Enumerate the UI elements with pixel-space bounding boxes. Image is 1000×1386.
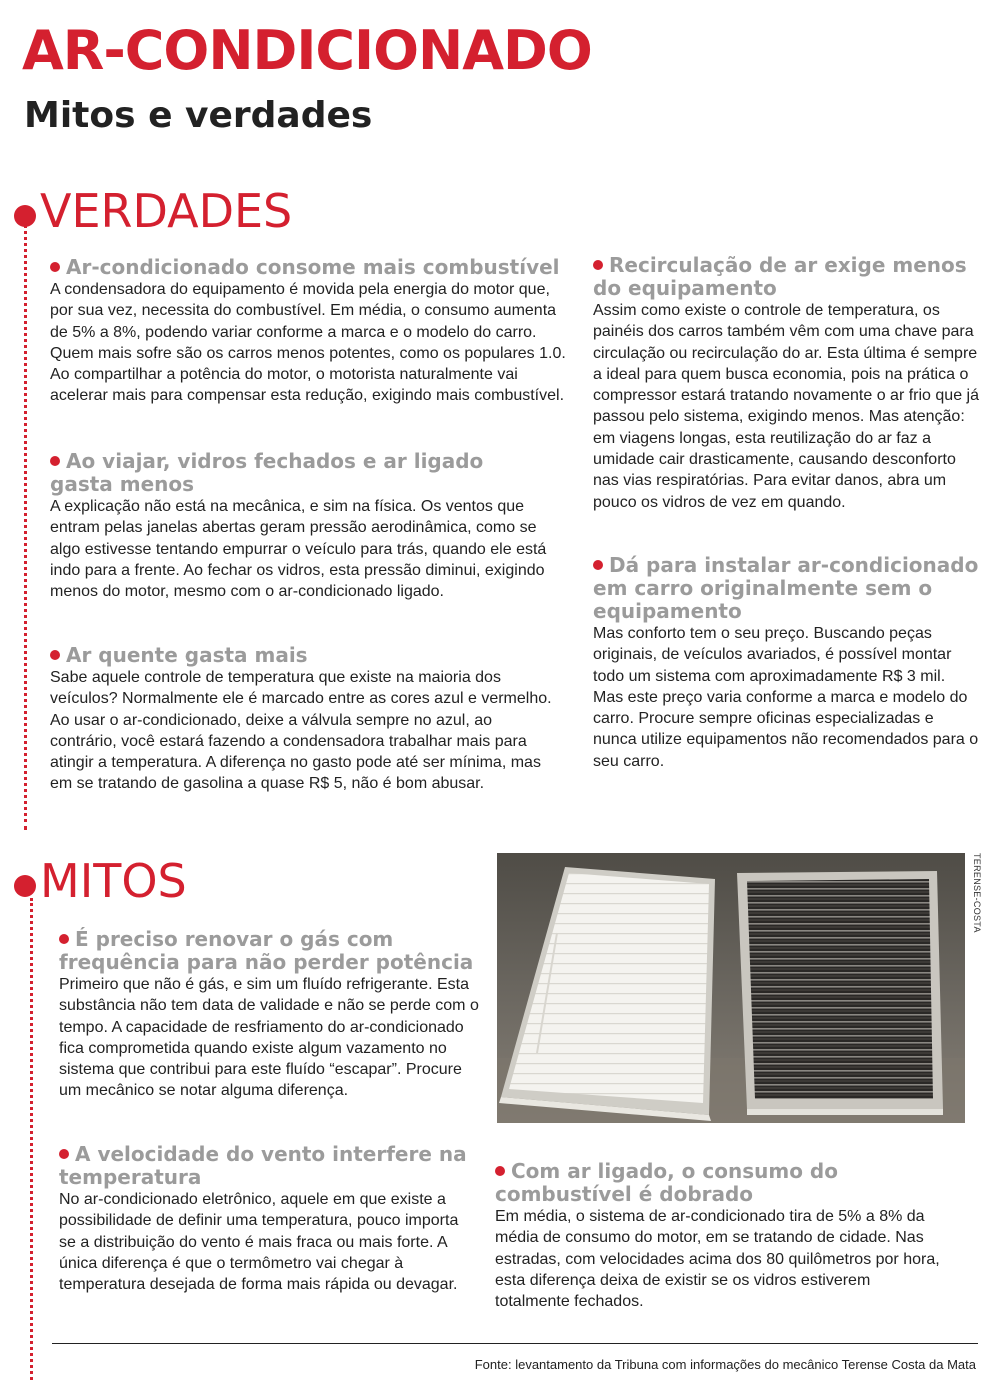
- article-body: Mas conforto tem o seu preço. Buscando peças originais, de veículos avariados, é possível montar todo um sistema com aproximadamente R$ 3 mil. Mas este preço varia conforme a marca e modelo do carro. Procure sempre oficinas especializadas e nunca utilize equipamentos não recomendados para o seu carro.: [593, 625, 979, 770]
- bullet-icon: [50, 650, 60, 660]
- article-body: Em média, o sistema de ar-condicionado tira de 5% a 8% da média de consumo do motor, em se tratando de cidade. Nas estradas, com velocidades acima dos 80 quilômetros por hora, esta diferença deixa de existir se os vidros estiverem totalmente fechados.: [495, 1208, 940, 1311]
- article-verdade-1: [50, 256, 570, 407]
- article-title: É preciso renovar o gás com frequência para não perder potência: [59, 927, 474, 974]
- article-verdade-4: [593, 254, 979, 513]
- photo-credit: TERENSE-COSTA: [972, 853, 982, 933]
- article-body: Primeiro que não é gás, e sim um fluído refrigerante. Esta substância não tem data de validade e não se perde com o tempo. A capacidade de resfriamento do ar-condicionado fica comprometida quando existe algum vazamento no sistema que contribui para este fluído “escapar”. Procure um mecânico se notar alguma diferença.: [59, 976, 479, 1100]
- bullet-icon: [59, 934, 69, 944]
- section-divider-mitos: [30, 898, 33, 1380]
- source-note: Fonte: levantamento da Tribuna com informações do mecânico Terense Costa da Mata: [474, 1357, 976, 1372]
- section-header-verdades: [14, 184, 293, 238]
- bullet-icon: [593, 560, 603, 570]
- section-header-mitos: [14, 854, 187, 908]
- article-title: A velocidade do vento interfere na temperatura: [59, 1142, 467, 1189]
- section-bullet-icon: [14, 875, 36, 897]
- article-verdade-5: [593, 554, 979, 772]
- section-label-mitos: MITOS: [40, 854, 187, 908]
- article-body: A explicação não está na mecânica, e sim na física. Os ventos que entram pelas janelas abertas geram pressão aerodinâmica, como se algo estivesse tentando empurrar o veículo para trás, quando ele está indo para a frente. Ao fechar os vidros, esta pressão diminui, exigindo menos do motor, mesmo com o ar-condicionado ligado.: [50, 498, 547, 601]
- section-label-verdades: VERDADES: [40, 184, 293, 238]
- bullet-icon: [50, 456, 60, 466]
- article-verdade-2: [50, 450, 550, 602]
- article-mito-2: [59, 1143, 469, 1295]
- article-mito-3: [495, 1160, 945, 1312]
- bullet-icon: [593, 260, 603, 270]
- page-title: AR-CONDICIONADO: [22, 19, 592, 82]
- article-body: No ar-condicionado eletrônico, aquele em que existe a possibilidade de definir uma temperatura, pouco importa se a distribuição do vento é mais fraca ou mais forte. A única diferença é que o termômetro vai chegar à temperatura desejada de forma mais rápida ou devagar.: [59, 1191, 459, 1294]
- bullet-icon: [495, 1166, 505, 1176]
- bullet-icon: [50, 262, 60, 272]
- air-filter-photo: [497, 853, 965, 1123]
- article-title: Ar-condicionado consome mais combustível: [50, 256, 570, 279]
- footer-rule: [52, 1343, 978, 1344]
- article-body: Sabe aquele controle de temperatura que existe na maioria dos veículos? Normalmente ele é marcado entre as cores azul e vermelho. Ao usar o ar-condicionado, deixe a válvula sempre no azul, ao contrário, você estará fazendo a condensadora trabalhar mais para atingir a temperatura. A diferença no gasto pode até ser mínima, mas em se tratando de gasolina a quase R$ 5, não é bom abusar.: [50, 669, 552, 793]
- page-subtitle: Mitos e verdades: [24, 95, 373, 136]
- article-verdade-3: [50, 644, 560, 795]
- section-divider-verdades: [24, 224, 27, 830]
- article-body: A condensadora do equipamento é movida pela energia do motor que, por sua vez, necessita do combustível. Em média, o consumo aumenta de 5% a 8%, podendo variar conforme a marca e o modelo do carro. Quem mais sofre são os carros menos potentes, como os populares 1.0. Ao compartilhar a potência do motor, o motorista naturalmente vai acelerar mais para compensar esta redução, exigindo mais combustível.: [50, 281, 566, 405]
- article-title: Ar quente gasta mais: [50, 644, 560, 667]
- article-title: Recirculação de ar exige menos do equipamento: [593, 253, 967, 300]
- air-filters-illustration: [497, 853, 965, 1123]
- article-mito-1: [59, 928, 479, 1102]
- article-title: Dá para instalar ar-condicionado em carro originalmente sem o equipamento: [593, 553, 979, 623]
- article-title: Com ar ligado, o consumo do combustível é dobrado: [495, 1159, 838, 1206]
- article-body: Assim como existe o controle de temperatura, os painéis dos carros também vêm com uma chave para circulação ou recirculação do ar. Esta última é sempre a ideal para quem busca economia, pois na prática o compressor estará tratando novamente o ar frio que já passou pelo sistema, exigindo menos. Mas atenção: em viagens longas, esta reutilização do ar faz a umidade cair drasticamente, causando desconforto nas vias respiratórias. Para evitar danos, abra um pouco os vidros de vez em quando.: [593, 302, 979, 511]
- bullet-icon: [59, 1149, 69, 1159]
- article-title: Ao viajar, vidros fechados e ar ligado gasta menos: [50, 449, 484, 496]
